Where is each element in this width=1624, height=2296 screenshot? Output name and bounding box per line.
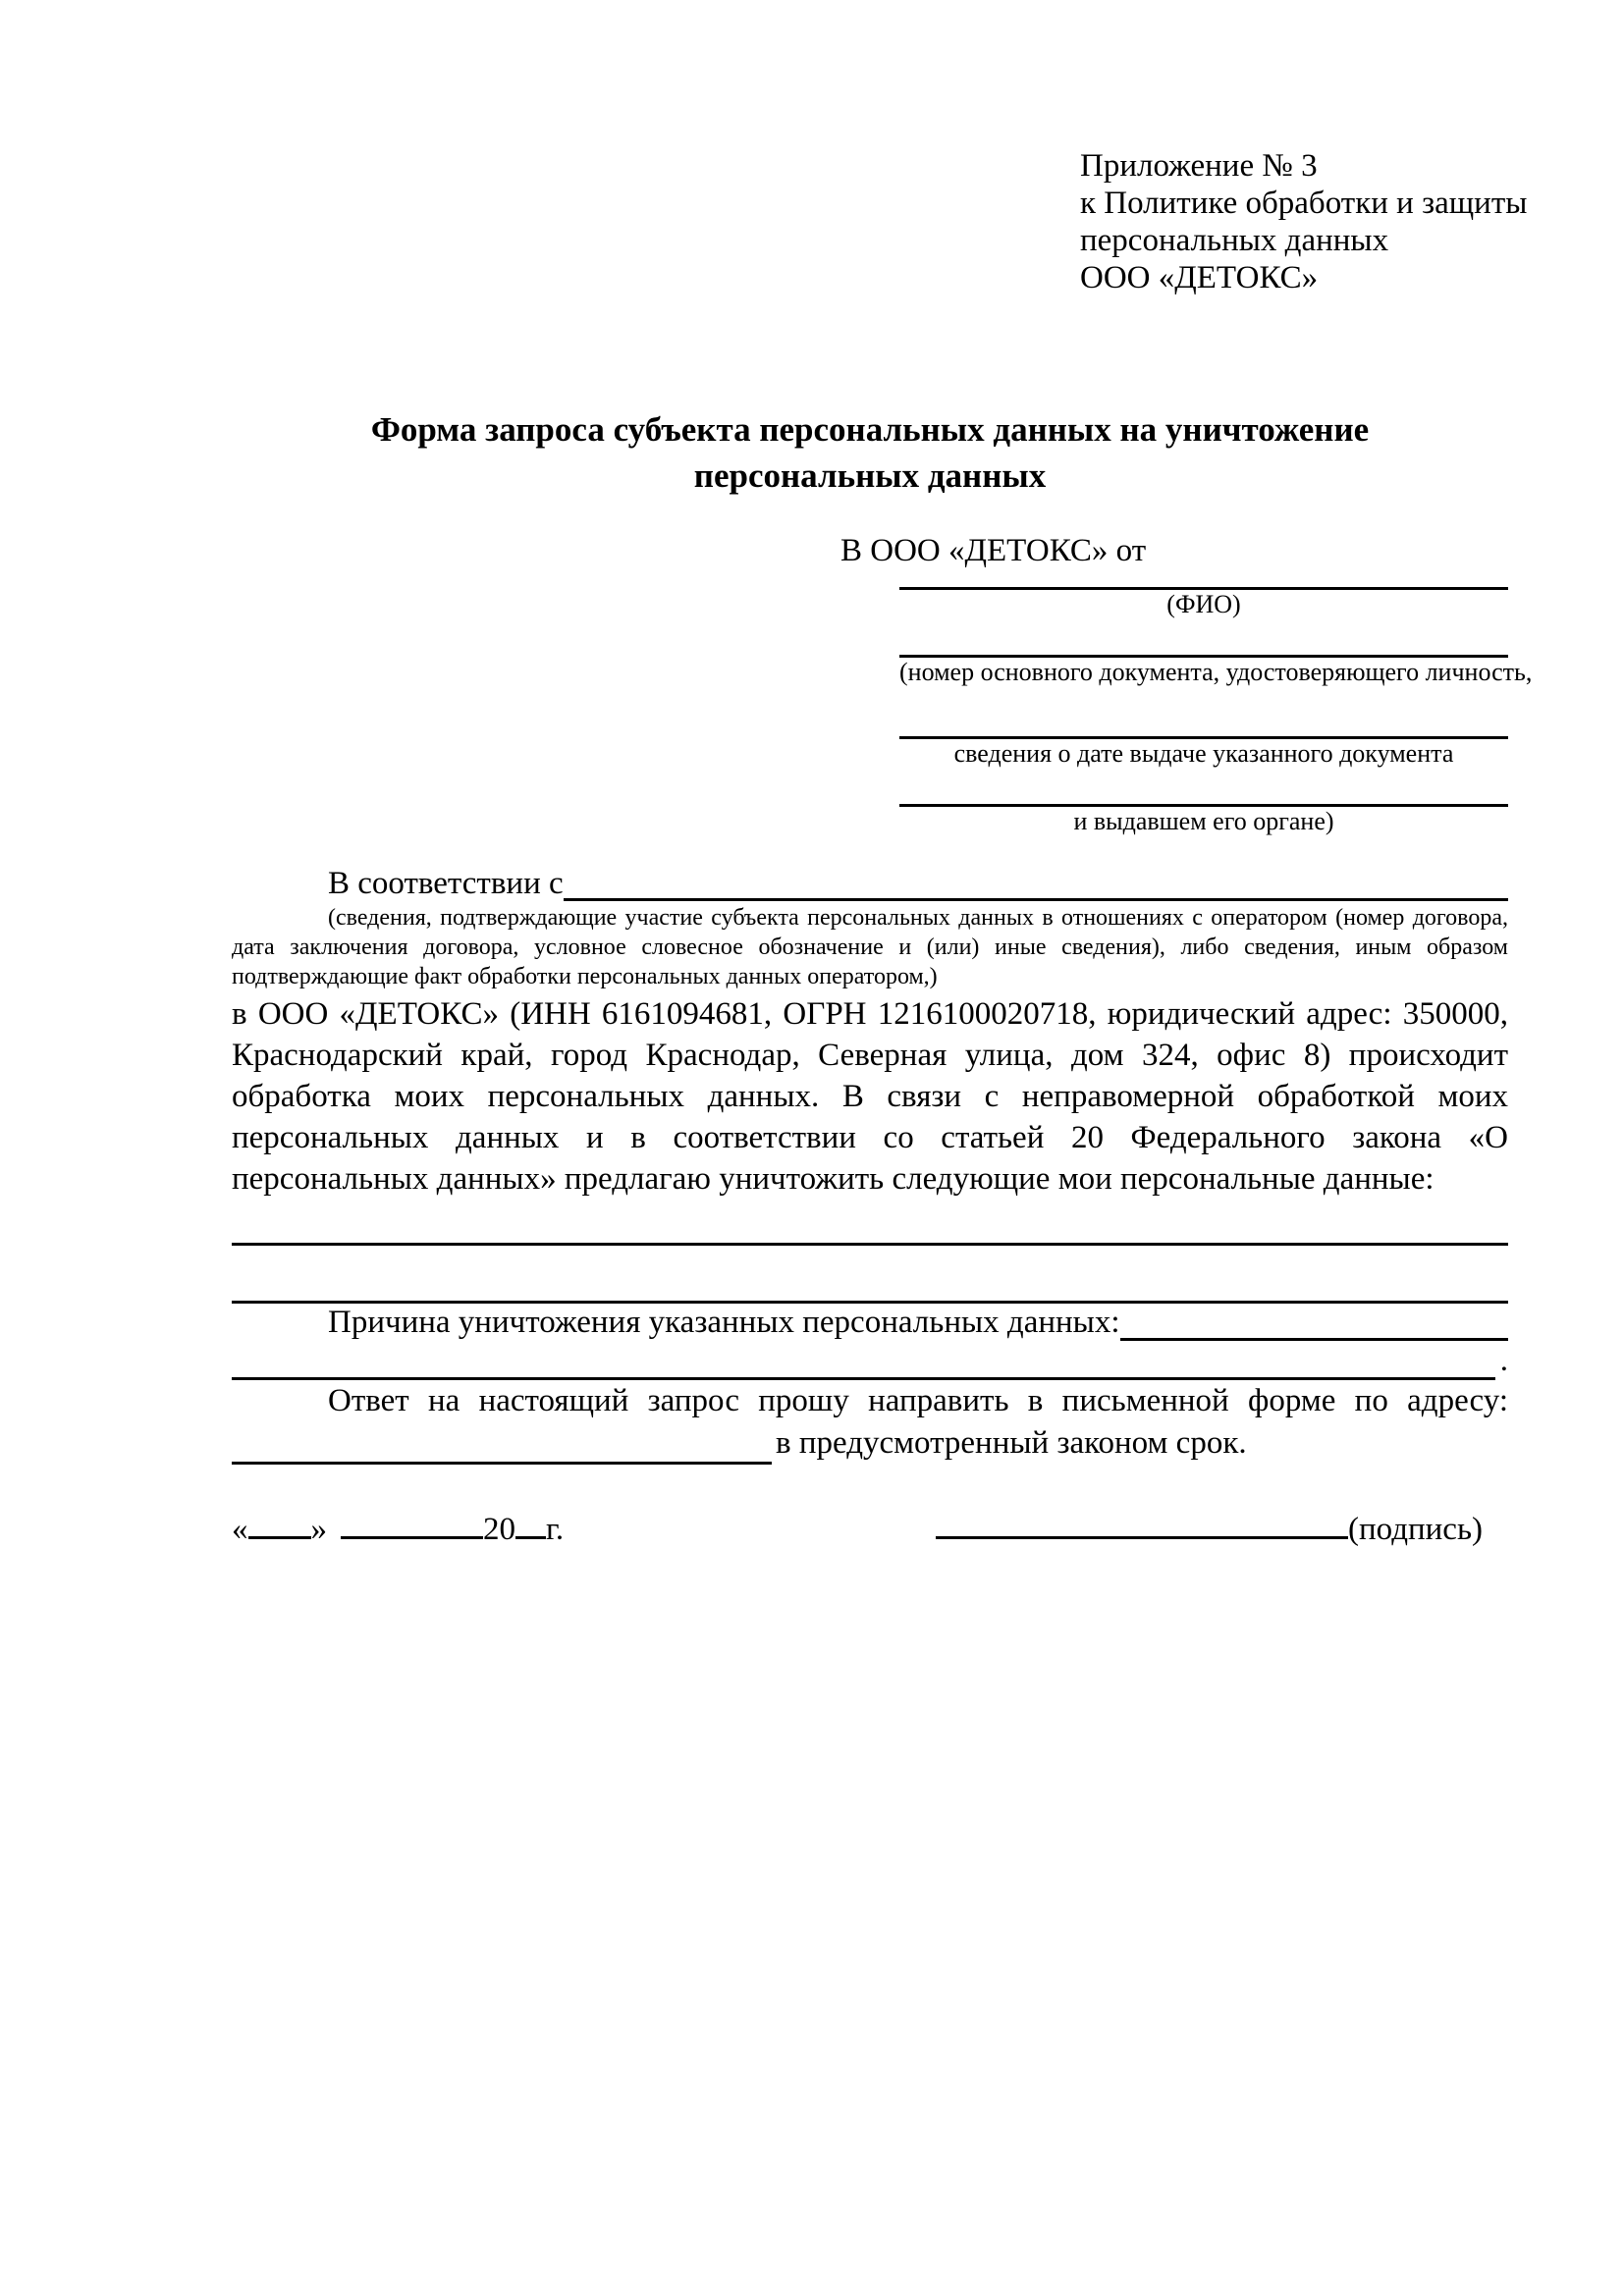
accordance-write-line <box>564 898 1508 901</box>
document-title-line-1: Форма запроса субъекта персональных данных на уничтожение <box>370 410 1370 449</box>
date-group <box>232 1510 564 1549</box>
issuing-authority-write-line <box>899 769 1508 807</box>
response-tail-text: в предусмотренный законом срок. <box>776 1425 1247 1461</box>
reason-continuation-row <box>232 1341 1508 1380</box>
document-title <box>232 406 1508 499</box>
issuing-authority-caption: и выдавшем его органе) <box>1073 807 1334 835</box>
signature-group <box>936 1510 1483 1549</box>
response-address-row <box>232 1422 1508 1465</box>
fio-write-line <box>899 567 1508 590</box>
addressee-line: В ООО «ДЕТОКС» от <box>840 533 1147 568</box>
response-request-line: Ответ на настоящий запрос прошу направить в письменной форме по адресу: <box>328 1383 1508 1418</box>
document-number-write-line <box>899 619 1508 658</box>
data-write-line-1 <box>232 1201 1508 1246</box>
month-write-line <box>341 1536 483 1539</box>
reason-period: . <box>1499 1343 1508 1378</box>
year-write-line <box>515 1536 546 1539</box>
year-suffix: г. <box>546 1512 565 1547</box>
reason-row <box>232 1304 1508 1341</box>
data-write-line-2 <box>232 1246 1508 1304</box>
issue-date-write-line <box>899 687 1508 739</box>
accordance-row <box>232 866 1508 901</box>
address-write-line <box>232 1462 772 1465</box>
signature-caption: (подпись) <box>1348 1512 1483 1547</box>
date-signature-row <box>232 1510 1508 1549</box>
main-paragraph: в ООО «ДЕТОКС» (ИНН 6161094681, ОГРН 1216100020718, юридический адрес: 350000, Краснодарский край, город Краснодар, Северная улица, дом 324, офис 8) происходит обработка моих персональных данных. В связи с неправомерной обработкой моих персональных данных и в соответствии со статьей 20 Федерального закона «О персональных данных» предлагаю уничтожить следующие мои персональные данные: <box>232 996 1508 1197</box>
day-write-line <box>248 1536 311 1539</box>
addressee-fields <box>899 567 1533 836</box>
reason-write-line <box>1120 1338 1508 1341</box>
appendix-number-line: Приложение № 3 <box>1080 148 1318 184</box>
day-close-quote: » <box>310 1512 327 1547</box>
policy-reference-line-2: персональных данных <box>1080 223 1389 258</box>
fio-caption: (ФИО) <box>1166 590 1241 618</box>
year-prefix: 20 <box>483 1512 515 1547</box>
signature-write-line <box>936 1536 1348 1539</box>
accordance-lead-text: В соответствии с <box>328 866 564 901</box>
company-name-line: ООО «ДЕТОКС» <box>1080 260 1319 295</box>
policy-reference-line: к Политике обработки и защиты <box>1080 186 1528 221</box>
appendix-header-block <box>1080 147 1528 296</box>
document-number-caption: (номер основного документа, удостоверяющего личность, <box>899 658 1533 686</box>
document-title-line-2: персональных данных <box>693 456 1047 495</box>
accordance-note: (сведения, подтверждающие участие субъекта персональных данных в отношениях с оператором (номер договора, дата заключения договора, условное словесное обозначение и (или) иные сведения), либо сведения, иным образом подтверждающие факт обработки персональных данных оператором,) <box>232 905 1508 989</box>
issue-date-caption: сведения о дате выдаче указанного документа <box>953 739 1454 768</box>
day-open-quote: « <box>232 1512 248 1547</box>
reason-label: Причина уничтожения указанных персональных данных: <box>328 1305 1120 1340</box>
